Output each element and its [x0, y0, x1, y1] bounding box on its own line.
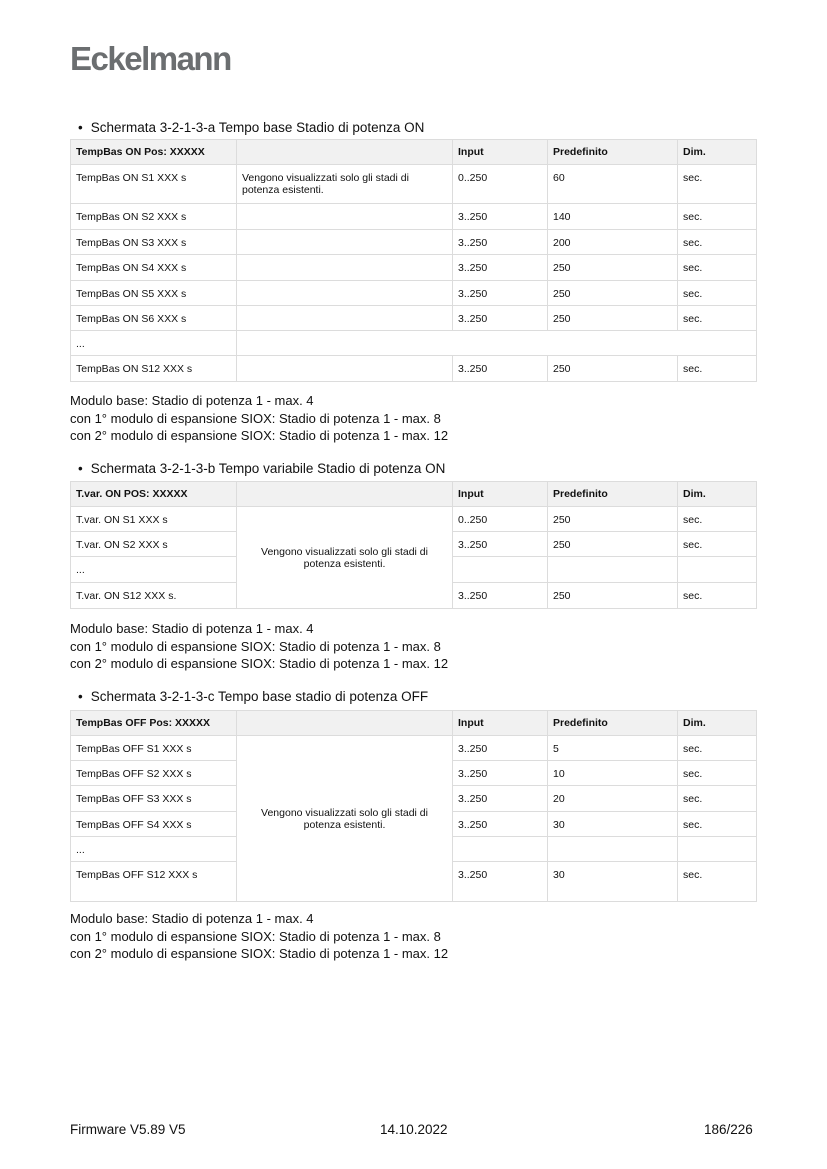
parameter-name: TempBas ON S6 XXX s [71, 306, 237, 331]
table-row [71, 306, 757, 331]
input-range: 3..250 [453, 532, 548, 557]
eckelmann-logo: Eckelmann [70, 40, 231, 77]
unit: sec. [678, 204, 757, 230]
note-line: con 2° modulo di espansione SIOX: Stadio di potenza 1 - max. 12 [70, 656, 449, 671]
section-heading: • Schermata 3-2-1-3-b Tempo variabile Stadio di potenza ON [78, 461, 445, 476]
default-value: 30 [548, 812, 678, 837]
table-row [71, 736, 757, 761]
header-default: Predefinito [548, 140, 678, 165]
header-screen-title: TempBas OFF Pos: XXXXX [71, 711, 237, 736]
input-range: 3..250 [453, 306, 548, 331]
default-value: 140 [548, 204, 678, 230]
parameter-name: TempBas ON S1 XXX s [71, 165, 237, 204]
default-value: 5 [548, 736, 678, 761]
section-heading: • Schermata 3-2-1-3-c Tempo base stadio di potenza OFF [78, 689, 428, 704]
unit: sec. [678, 507, 757, 532]
header-unit: Dim. [678, 140, 757, 165]
header-screen-title: TempBas ON Pos: XXXXX [71, 140, 237, 165]
unit: sec. [678, 736, 757, 761]
note-line: Modulo base: Stadio di potenza 1 - max. 4 [70, 393, 314, 408]
section-heading: • Schermata 3-2-1-3-a Tempo base Stadio di potenza ON [78, 120, 424, 135]
unit: sec. [678, 356, 757, 382]
header-screen-title: T.var. ON POS: XXXXX [71, 482, 237, 507]
unit: sec. [678, 812, 757, 837]
input-range: 3..250 [453, 786, 548, 812]
note-line: con 2° modulo di espansione SIOX: Stadio di potenza 1 - max. 12 [70, 428, 449, 443]
unit: sec. [678, 761, 757, 786]
input-range: 3..250 [453, 736, 548, 761]
unit: sec. [678, 786, 757, 812]
notes [70, 910, 448, 963]
table-row [71, 230, 757, 255]
description-empty [237, 255, 453, 281]
default-value: 250 [548, 507, 678, 532]
parameter-name: TempBas OFF S3 XXX s [71, 786, 237, 812]
default-value: 200 [548, 230, 678, 255]
header-input: Input [453, 482, 548, 507]
table-header-row [71, 140, 757, 165]
input-range [453, 837, 548, 862]
table-row [71, 507, 757, 532]
parameter-name: TempBas ON S3 XXX s [71, 230, 237, 255]
default-value: 250 [548, 532, 678, 557]
table-row [71, 204, 757, 230]
header-input: Input [453, 140, 548, 165]
parameter-name: ... [71, 331, 237, 356]
description: Vengono visualizzati solo gli stadi di potenza esistenti. [237, 736, 453, 902]
empty-cell [237, 331, 757, 356]
description: Vengono visualizzati solo gli stadi di potenza esistenti. [237, 165, 453, 204]
description-empty [237, 204, 453, 230]
description-empty [237, 306, 453, 331]
default-value [548, 837, 678, 862]
input-range: 3..250 [453, 230, 548, 255]
input-range: 3..250 [453, 583, 548, 609]
unit: sec. [678, 862, 757, 902]
note-line: con 2° modulo di espansione SIOX: Stadio di potenza 1 - max. 12 [70, 946, 449, 961]
table-row [71, 331, 757, 356]
description-empty [237, 230, 453, 255]
default-value: 250 [548, 281, 678, 306]
parameter-name: TempBas OFF S1 XXX s [71, 736, 237, 761]
note-line: Modulo base: Stadio di potenza 1 - max. 4 [70, 621, 314, 636]
parameter-name: ... [71, 837, 237, 862]
unit: sec. [678, 165, 757, 204]
description: Vengono visualizzati solo gli stadi di potenza esistenti. [237, 507, 453, 609]
default-value: 250 [548, 583, 678, 609]
parameter-name: TempBas OFF S2 XXX s [71, 761, 237, 786]
unit: sec. [678, 255, 757, 281]
parameter-name: TempBas OFF S12 XXX s [71, 862, 237, 902]
default-value: 30 [548, 862, 678, 902]
unit: sec. [678, 230, 757, 255]
input-range: 0..250 [453, 507, 548, 532]
unit [678, 557, 757, 583]
note-line: con 1° modulo di espansione SIOX: Stadio di potenza 1 - max. 8 [70, 410, 441, 426]
parameter-table [70, 139, 757, 382]
header-description [237, 482, 453, 507]
input-range [453, 557, 548, 583]
parameter-name: ... [71, 557, 237, 583]
default-value: 250 [548, 306, 678, 331]
header-default: Predefinito [548, 711, 678, 736]
default-value: 10 [548, 761, 678, 786]
input-range: 3..250 [453, 255, 548, 281]
unit: sec. [678, 306, 757, 331]
table-header-row [71, 711, 757, 736]
table-row [71, 255, 757, 281]
parameter-name: TempBas ON S4 XXX s [71, 255, 237, 281]
description-empty [237, 281, 453, 306]
input-range: 3..250 [453, 862, 548, 902]
note-line: Modulo base: Stadio di potenza 1 - max. 4 [70, 911, 314, 926]
parameter-name: TempBas OFF S4 XXX s [71, 812, 237, 837]
parameter-name: T.var. ON S2 XXX s [71, 532, 237, 557]
parameter-table [70, 481, 757, 609]
header-default: Predefinito [548, 482, 678, 507]
parameter-name: TempBas ON S12 XXX s [71, 356, 237, 382]
notes [70, 392, 448, 445]
default-value: 250 [548, 356, 678, 382]
table-row [71, 356, 757, 382]
footer-date: 14.10.2022 [380, 1122, 448, 1137]
default-value: 20 [548, 786, 678, 812]
parameter-name: T.var. ON S1 XXX s [71, 507, 237, 532]
table-header-row [71, 482, 757, 507]
table-row [71, 281, 757, 306]
header-description [237, 711, 453, 736]
notes [70, 620, 448, 673]
note-line: con 1° modulo di espansione SIOX: Stadio di potenza 1 - max. 8 [70, 928, 441, 944]
unit: sec. [678, 281, 757, 306]
header-description [237, 140, 453, 165]
default-value: 60 [548, 165, 678, 204]
input-range: 3..250 [453, 281, 548, 306]
default-value [548, 557, 678, 583]
unit: sec. [678, 532, 757, 557]
header-unit: Dim. [678, 711, 757, 736]
header-unit: Dim. [678, 482, 757, 507]
input-range: 3..250 [453, 761, 548, 786]
unit: sec. [678, 583, 757, 609]
note-line: con 1° modulo di espansione SIOX: Stadio di potenza 1 - max. 8 [70, 638, 441, 654]
unit [678, 837, 757, 862]
parameter-name: TempBas ON S5 XXX s [71, 281, 237, 306]
input-range: 3..250 [453, 356, 548, 382]
table-row [71, 165, 757, 204]
parameter-name: T.var. ON S12 XXX s. [71, 583, 237, 609]
header-input: Input [453, 711, 548, 736]
input-range: 0..250 [453, 165, 548, 204]
input-range: 3..250 [453, 204, 548, 230]
footer-firmware: Firmware V5.89 V5 [70, 1122, 186, 1137]
parameter-table [70, 710, 757, 902]
footer-page-number: 186/226 [704, 1122, 753, 1137]
default-value: 250 [548, 255, 678, 281]
parameter-name: TempBas ON S2 XXX s [71, 204, 237, 230]
input-range: 3..250 [453, 812, 548, 837]
description-empty [237, 356, 453, 382]
